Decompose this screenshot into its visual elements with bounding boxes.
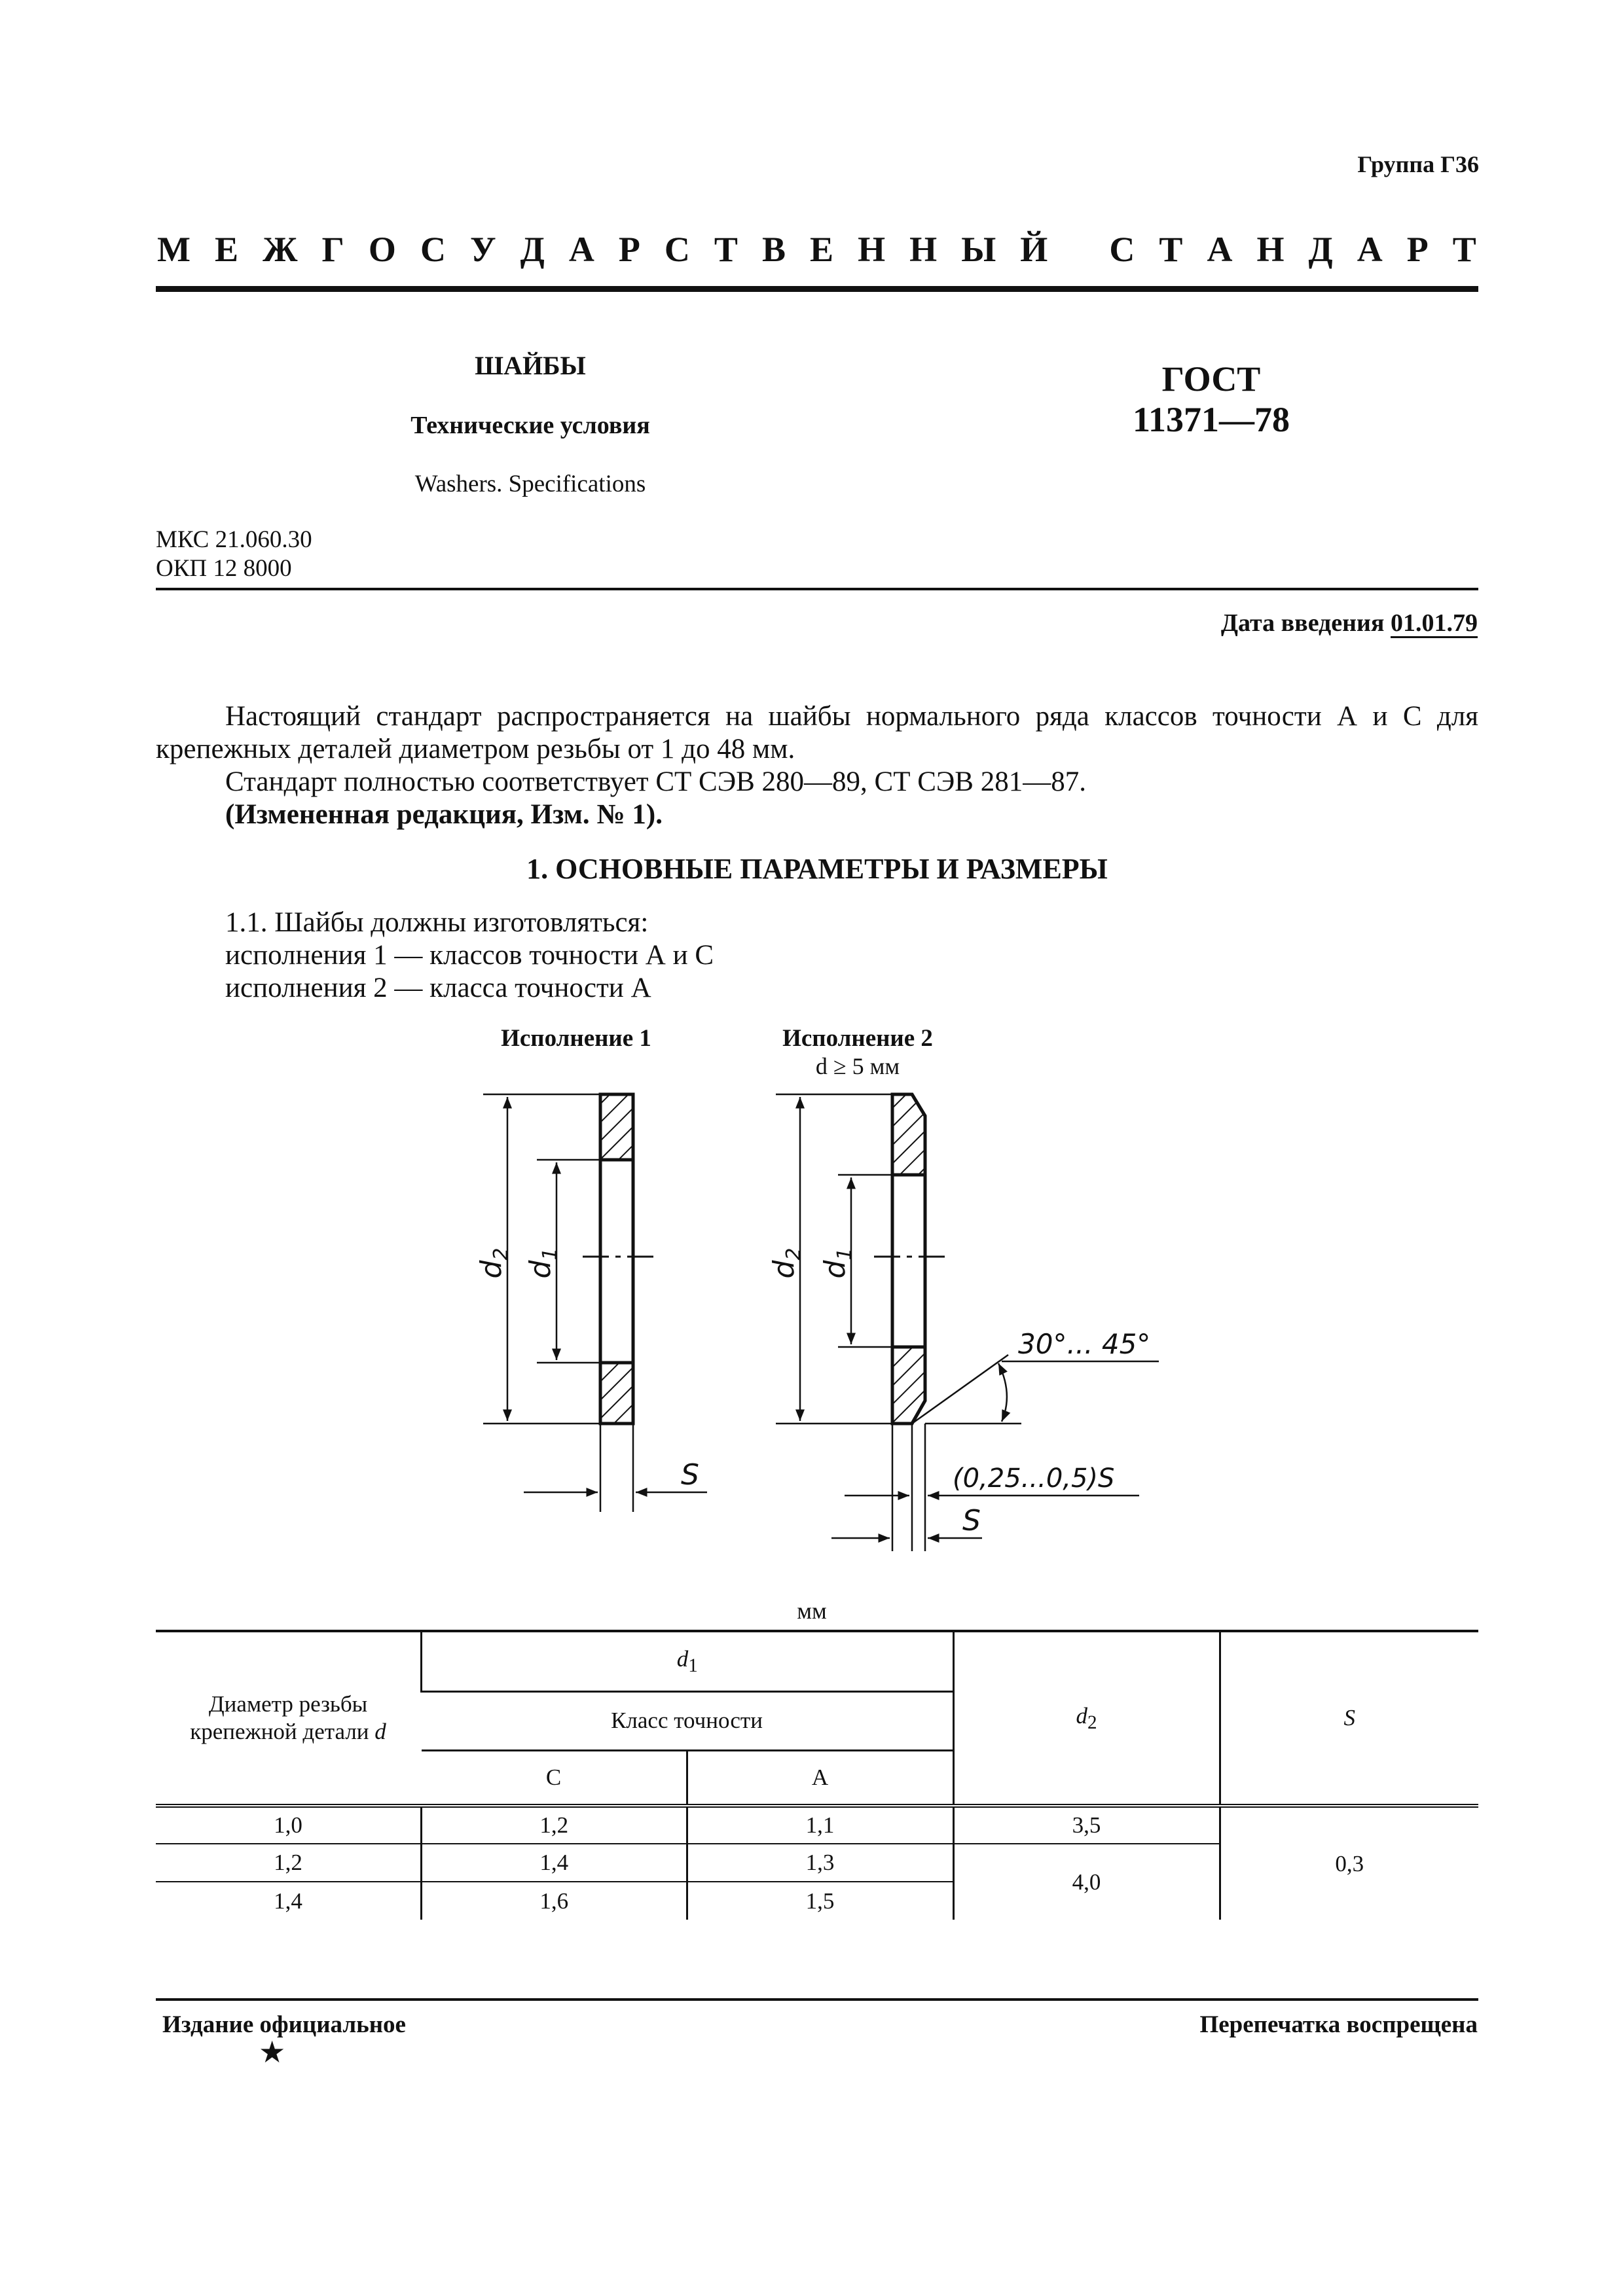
heading-letter: Н <box>909 230 938 269</box>
chamfer-angle-arc <box>998 1363 1007 1422</box>
reprint-prohibited: Перепечатка воспрещена <box>1199 2011 1478 2038</box>
s-value: 0,3 <box>1220 1806 1478 1920</box>
header-accuracy-class: Класс точности <box>422 1691 954 1750</box>
heading-letter: М <box>157 230 191 269</box>
heading-letter: Д <box>520 230 545 269</box>
mks-code: МКС 21.060.30 <box>156 526 312 553</box>
washer-2-bottom-section <box>892 1347 925 1424</box>
heading-letter: А <box>568 230 594 269</box>
heading-letter: Р <box>1406 230 1429 269</box>
table-row: 1,0 1,2 1,1 3,5 0,3 <box>156 1806 1478 1844</box>
heading-letter: А <box>1357 230 1383 269</box>
washer-1-bottom-section <box>600 1363 633 1424</box>
table-unit: мм <box>797 1598 827 1624</box>
heading-letter: Ы <box>961 230 996 269</box>
gost-number: 11371—78 <box>1132 400 1290 439</box>
version-1-line: исполнения 1 — классов точности А и С <box>225 940 714 971</box>
label-d1-v1: $d_1$ <box>524 1247 562 1279</box>
label-d2-v1: $d_2$ <box>475 1247 513 1279</box>
heading-letter: Е <box>215 230 239 269</box>
header-class-a: А <box>687 1750 953 1806</box>
heading-letter: С <box>420 230 446 269</box>
header-s: S <box>1220 1631 1478 1806</box>
label-chamfer-width: (0,25...0,5)S <box>953 1463 1115 1494</box>
header-class-c: С <box>422 1750 687 1806</box>
english-title: Washers. Specifications <box>414 471 646 497</box>
label-d1-v2: $d_1$ <box>818 1247 856 1279</box>
version-1-drawing <box>483 1094 707 1512</box>
heading-letter: О <box>368 230 396 269</box>
sev-compliance: Стандарт полностью соответствует СТ СЭВ 280—89, СТ СЭВ 281—87. <box>225 766 1086 797</box>
heading-letter: А <box>1207 230 1233 269</box>
label-s-v2: S <box>962 1504 981 1537</box>
version-1-label: Исполнение 1 <box>501 1025 651 1052</box>
heading-letter: Р <box>618 230 640 269</box>
header-d2: $d_2$ <box>953 1631 1220 1806</box>
washer-2-top-section <box>892 1094 925 1175</box>
heading-letter: С <box>1109 230 1135 269</box>
heading-letter: Т <box>714 230 738 269</box>
version-2-condition: d ≥ 5 мм <box>815 1053 900 1079</box>
table-row: 1,4 1,6 1,5 <box>156 1882 1478 1920</box>
heading-letter: Н <box>858 230 886 269</box>
group-code: Группа Г36 <box>1357 151 1479 177</box>
table-row: 1,2 1,4 1,3 4,0 <box>156 1844 1478 1882</box>
amendment-note: (Измененная редакция, Изм. № 1). <box>225 799 663 830</box>
header-thread-diameter: Диаметр резьбы крепежной детали d <box>156 1631 422 1806</box>
date-value: 01.01.79 <box>1391 609 1478 637</box>
label-d2-v2: $d_2$ <box>767 1247 805 1279</box>
heading-letter: Т <box>1159 230 1183 269</box>
heading-letter: Д <box>1308 230 1333 269</box>
heading-letter: Т <box>1452 230 1476 269</box>
label-s-v1: S <box>681 1458 699 1492</box>
date-label: Дата введения <box>1220 609 1385 637</box>
heading-letter: В <box>761 230 786 269</box>
heading-letter: С <box>664 230 690 269</box>
heading-letter: Г <box>321 230 344 269</box>
heading-letter: У <box>469 230 496 269</box>
washer-1-top-section <box>600 1094 633 1160</box>
version-2-line: исполнения 2 — класса точности А <box>225 973 651 1003</box>
header-d1: $d_1$ <box>422 1631 954 1691</box>
label-chamfer-angle: 30°... 45° <box>1018 1328 1151 1360</box>
heading-letter: Е <box>810 230 834 269</box>
dimensions-table <box>156 1630 1478 1920</box>
version-2-label: Исполнение 2 <box>782 1025 933 1052</box>
star-icon: ★ <box>259 2036 286 2069</box>
clause-1-1: 1.1. Шайбы должны изготовляться: <box>225 907 649 938</box>
intro-paragraph: Настоящий стандарт распространяется на шайбы нормального ряда классов точности А и С для крепежных деталей диаметром резьбы от 1 до 48 мм. <box>156 701 1478 764</box>
document-title: ШАЙБЫ <box>475 351 586 380</box>
heading-letter: Ж <box>263 230 298 269</box>
heading-letter: Н <box>1256 230 1285 269</box>
official-edition: Издание официальное <box>162 2011 406 2038</box>
document-subtitle: Технические условия <box>410 412 650 439</box>
section-heading: 1. ОСНОВНЫЕ ПАРАМЕТРЫ И РАЗМЕРЫ <box>526 853 1108 885</box>
okp-code: ОКП 12 8000 <box>156 555 292 582</box>
heading-letter: Й <box>1020 230 1048 269</box>
gost-label: ГОСТ <box>1161 359 1261 399</box>
footer-rule <box>156 1998 1478 2001</box>
